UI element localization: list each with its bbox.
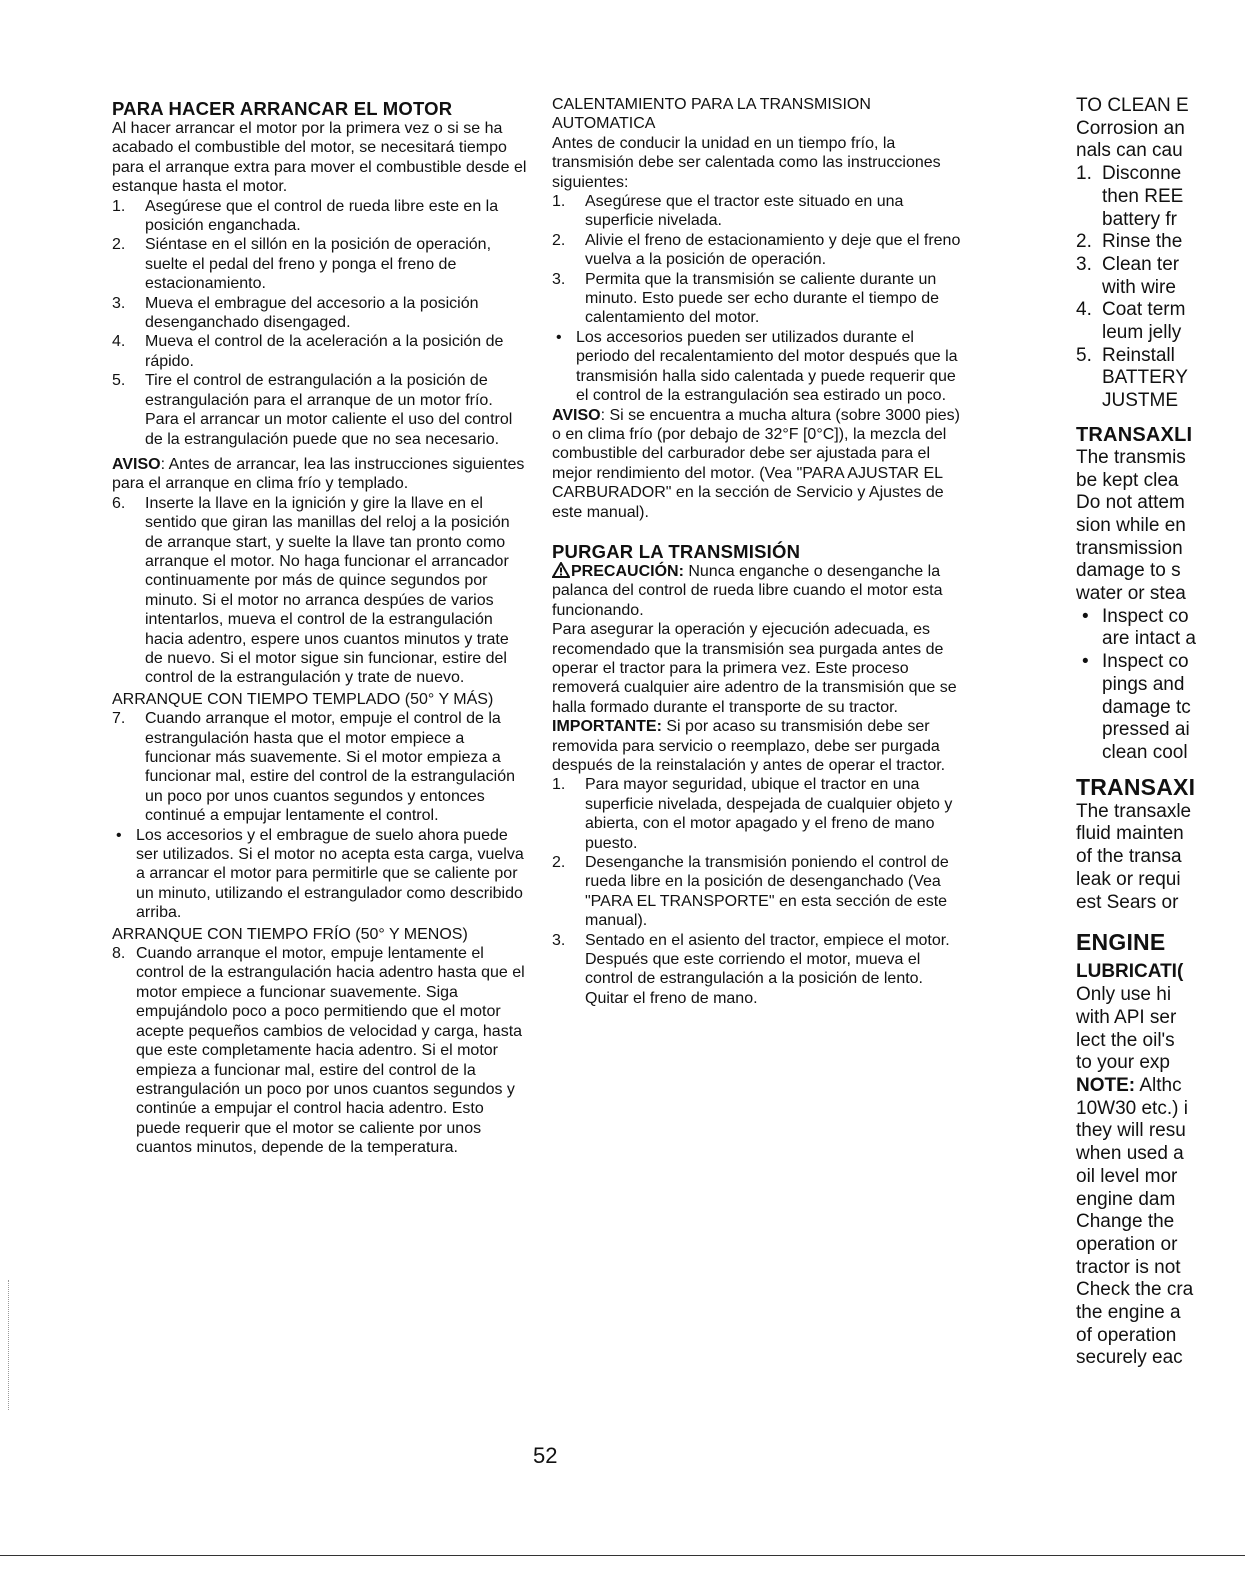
scan-edge-mark <box>8 1280 9 1410</box>
bullet-text: Los accesorios y el embrague de suelo ahora puede ser utilizados. Si el motor no acepta esta carga, vuelva a arrancar el motor para permitirle que se caliente por un minuto, utilizando el estrangulador como describido arriba. <box>136 826 524 922</box>
list-item <box>1076 299 1245 322</box>
text-line: of operation <box>1076 1324 1177 1346</box>
step-text: Mueva el control de la aceleración a la posición de rápido. <box>145 333 504 370</box>
text-line: pressed ai <box>1102 719 1190 741</box>
text-line: tractor is not <box>1076 1256 1181 1278</box>
text-line: the engine a <box>1076 1302 1181 1324</box>
text-line: battery fr <box>1102 208 1177 230</box>
text-line: The transmis <box>1076 446 1186 468</box>
step-number: 1. <box>1076 163 1092 185</box>
step-item <box>112 371 530 449</box>
text-line: 10W30 etc.) i <box>1076 1097 1188 1119</box>
step-item <box>112 709 530 825</box>
bullet-dot-icon: • <box>1082 651 1089 673</box>
step-number: 8. <box>112 945 126 963</box>
text-line: Corrosion an <box>1076 117 1185 139</box>
step-number: 4. <box>112 333 126 351</box>
text-line: operation or <box>1076 1233 1178 1255</box>
aviso-label: AVISO <box>112 455 161 473</box>
step-number: 2. <box>112 236 126 254</box>
text-line: Check the cra <box>1076 1279 1194 1301</box>
aviso-paragraph <box>552 406 970 522</box>
step-text: Mueva el embrague del accesorio a la posición desenganchado disengaged. <box>145 294 479 332</box>
step-text: Cuando arranque el motor, empuje el control de la estrangulación hasta que el motor empiece a funcionar más suavemente. Si el motor empieza a funcionar mal, estire del control de la estrangulación un poco por unos cuantos segundos y entonces continué a empujar lentamente el control. <box>145 710 515 825</box>
bottom-rule <box>0 1555 1245 1556</box>
text-line: they will resu <box>1076 1120 1186 1142</box>
purge-paragraph: Para asegurar la operación y ejecución adecuada, es recomendado que la transmisión sea purgada antes de operar el tractor para la primera vez. Este proceso removerá cualquier aire adentro de la transmisión que se halla formado durante el transporte de su tractor. <box>552 621 957 716</box>
step-item <box>552 775 970 853</box>
step-item <box>552 192 970 231</box>
step-number: 3. <box>112 294 126 312</box>
text-line: clean cool <box>1102 741 1188 763</box>
text-line: with wire <box>1102 276 1176 298</box>
text-line: Reinstall <box>1102 344 1175 366</box>
step-item <box>112 197 530 236</box>
text-line: JUSTME <box>1102 390 1178 412</box>
step-number: 2. <box>552 231 566 249</box>
precaucion-paragraph <box>552 562 970 620</box>
aviso-text: : Si se encuentra a mucha altura (sobre 3000 pies) o en clima frío (por debajo de 32°F [0°C]), la mezcla del combustible del carburador debe ser ajustada para el mejor rendimiento del motor. (Vea "PARA AJUSTAR EL CARBURADOR" en la sección de Servicio y Ajustes de este manual). <box>552 406 960 521</box>
list-item <box>1076 254 1245 277</box>
column-middle <box>552 95 970 1008</box>
precaucion-label: PRECAUCIÓN: <box>571 562 684 580</box>
list-item <box>1076 231 1245 254</box>
importante-paragraph <box>552 717 970 775</box>
step-text: Inserte la llave en la ignición y gire la llave en el sentido que giran las manillas del reloj a la posición de arranque start, y suelte la llave tan pronto como arranque el motor. No haga funcionar el arrancador continuamente por más de quince segundos por minuto. Si el motor no arranca despúes de varios intentarlos, mueva el control de la estrangulación hacia adentro, espere unos cuantos minutos y trate de nuevo. Si el motor sigue sin funcionar, estire del control de la estrangulación y trate de nuevo. <box>145 494 510 687</box>
step-item <box>112 332 530 371</box>
text-line: of the transa <box>1076 846 1182 868</box>
column-right-cropped <box>1076 95 1245 1370</box>
step-item <box>112 235 530 293</box>
step-number: 3. <box>552 931 566 949</box>
bullet-dot-icon: • <box>556 328 562 346</box>
text-line: Change the <box>1076 1211 1175 1233</box>
text-line: damage to s <box>1076 560 1181 582</box>
text-line: Inspect co <box>1102 651 1189 673</box>
section-heading-transaxle: TRANSAXI <box>1076 773 1196 800</box>
warmup-intro: Antes de conducir la unidad en un tiempo frío, la transmisión debe ser calentada como las instrucciones siguientes: <box>552 134 941 191</box>
steps-list <box>112 197 530 449</box>
text-line: when used a <box>1076 1143 1184 1165</box>
cold-heading: ARRANQUE CON TIEMPO FRÍO (50° Y MENOS) <box>112 925 468 943</box>
step-text: Sentado en el asiento del tractor, empiece el motor. Después que este corriendo el motor, mueva el control de estrangulación a la posición de lento. Quitar el freno de mano. <box>585 931 950 1007</box>
text-line: lect the oil's <box>1076 1029 1175 1051</box>
step-number: 2. <box>1076 231 1092 253</box>
section-heading-purgar: PURGAR LA TRANSMISIÓN <box>552 540 801 562</box>
step-item <box>552 853 970 931</box>
text-line: pings and <box>1102 673 1185 695</box>
text-line: Coat term <box>1102 299 1186 321</box>
step-text: Asegúrese que el control de rueda libre este en la posición enganchada. <box>145 197 499 235</box>
bullet-dot-icon: • <box>116 826 122 844</box>
text-line: then REE <box>1102 185 1184 207</box>
text-line: oil level mor <box>1076 1165 1178 1187</box>
step-number: 1. <box>552 776 566 794</box>
bullet-dot-icon: • <box>1082 605 1089 627</box>
step-item <box>112 944 530 1157</box>
step-text: Cuando arranque el motor, empuje lentamente el control de la estrangulación hacia adentro hasta que el motor empiece a funcionar suavemente. Siga empujándolo poco a poco permitiendo que el motor acepte pequeños cambios de velocidad y carga, hasta que este completamente hacia adentro. Si el motor empieza a funcionar mal, estire del control de la estrangulación un poco por unos cuantos segundos y continúe a empujar el control hacia adentro. Esto puede requerir que el motor se caliente por unos cuantos minutos, depende de la temperatura. <box>136 945 525 1157</box>
text-line: est Sears or <box>1076 891 1179 913</box>
warmup-heading-line1: CALENTAMIENTO PARA LA TRANSMISION <box>552 96 871 113</box>
step-number: 3. <box>1076 253 1092 275</box>
column-left <box>112 98 530 1158</box>
step-text: Asegúrese que el tractor este situado en una superficie nivelada. <box>585 193 904 230</box>
text-line: leak or requi <box>1076 868 1181 890</box>
text-line: sion while en <box>1076 514 1186 536</box>
section-heading-engine: ENGINE <box>1076 929 1166 956</box>
text-line: BATTERY <box>1102 367 1188 389</box>
list-item <box>1076 345 1245 368</box>
note-label: NOTE: <box>1076 1075 1136 1097</box>
bullet-item <box>552 328 970 406</box>
text-line: to your exp <box>1076 1052 1170 1074</box>
clean-heading: TO CLEAN E <box>1076 95 1189 116</box>
step-number: 1. <box>112 197 126 215</box>
step-item <box>552 270 970 328</box>
step-number: 5. <box>112 372 126 390</box>
bullet-item <box>1076 606 1245 629</box>
step-number: 4. <box>1076 299 1092 321</box>
intro-paragraph: Al hacer arrancar el motor por la primera vez o si se ha acabado el combustible del motor, se necesitará tiempo para el arranque extra para mover el combustible desde el estanque hasta el motor. <box>112 120 527 196</box>
step-item <box>112 494 530 688</box>
text-line: Inspect co <box>1102 605 1189 627</box>
bullet-text: Los accesorios pueden ser utilizados durante el periodo del recalentamiento del motor después que la transmisión halla sido calentada y puede requerir que el control de la estrangulación sea estirado un poco. <box>576 328 958 405</box>
text-line: The transaxle <box>1076 800 1192 822</box>
aviso-label: AVISO <box>552 406 601 424</box>
note-line <box>1076 1075 1245 1098</box>
step-text: Desenganche la transmisión poniendo el control de rueda libre en la posición de desenganchado (Vea "PARA EL TRANSPORTE" en esta sección de este manual). <box>585 854 949 930</box>
text-line: transmission <box>1076 537 1183 559</box>
text-line: Only use hi <box>1076 984 1172 1006</box>
step-number: 7. <box>112 710 126 728</box>
step-number: 3. <box>552 270 566 288</box>
text-line: be kept clea <box>1076 469 1179 491</box>
subheading-lubrication: LUBRICATI( <box>1076 961 1184 983</box>
page-number: 52 <box>533 1443 558 1468</box>
warning-triangle-icon <box>552 562 570 578</box>
text-line: are intact a <box>1102 628 1196 650</box>
warm-heading: ARRANQUE CON TIEMPO TEMPLADO (50° Y MÁS) <box>112 690 494 708</box>
warmup-heading-line2: AUTOMATICA <box>552 115 656 133</box>
text-line: nals can cau <box>1076 140 1183 162</box>
step-number: 1. <box>552 193 566 211</box>
step-number: 2. <box>552 854 566 872</box>
text-line: damage tc <box>1102 696 1191 718</box>
text-line: engine dam <box>1076 1188 1176 1210</box>
bullet-item <box>112 826 530 923</box>
step-number: 5. <box>1076 344 1092 366</box>
text-line: Rinse the <box>1102 231 1183 253</box>
text-line: Do not attem <box>1076 492 1185 514</box>
text-line: leum jelly <box>1102 322 1182 344</box>
precaucion-text: Nunca enganche o desenganche la palanca del control de rueda libre cuando el motor esta funcionando. <box>552 562 943 619</box>
importante-label: IMPORTANTE: <box>552 718 662 736</box>
importante-text: Si por acaso su transmisión debe ser removida para servicio o reemplazo, debe ser purgada después de la reinstalación y antes de operar el tractor. <box>552 718 946 774</box>
text-line: Clean ter <box>1102 253 1180 275</box>
note-text: Althc <box>1135 1075 1182 1097</box>
step-text: Para mayor seguridad, ubique el tractor en una superficie nivelada, despejada de cualquier objeto y abierta, con el motor apagado y el freno de mano puesto. <box>585 776 953 852</box>
step-text: Siéntase en el sillón en la posición de operación, suelte el pedal del freno y ponga el freno de estacionamiento. <box>145 236 492 293</box>
step-number: 6. <box>112 494 126 512</box>
aviso-text: : Antes de arrancar, lea las instrucciones siguientes para el arranque en clima frío y templado. <box>112 455 525 493</box>
aviso-paragraph <box>112 455 530 494</box>
list-item <box>1076 163 1245 186</box>
bullet-item <box>1076 651 1245 674</box>
step-text: Alivie el freno de estacionamiento y deje que el freno vuelva a la posición de operación. <box>585 231 961 269</box>
text-line: Disconne <box>1102 163 1182 185</box>
step-item <box>112 294 530 333</box>
step-text: Permita que la transmisión se caliente durante un minuto. Esto puede ser echo durante el tiempo de calentamiento del motor. <box>585 270 939 327</box>
text-line: securely eac <box>1076 1347 1183 1369</box>
section-heading-arrancar: PARA HACER ARRANCAR EL MOTOR <box>112 98 453 119</box>
text-line: water or stea <box>1076 583 1186 605</box>
step-item <box>552 931 970 1009</box>
text-line: with API ser <box>1076 1006 1177 1028</box>
step-text: Tire el control de estrangulación a la posición de estrangulación para el arranque de un motor frío. Para el arrancar un motor caliente el uso del control de la estrangulación puede que no sea necesario. <box>145 372 513 448</box>
text-line: fluid mainten <box>1076 823 1184 845</box>
section-heading-transaxle-cooling: TRANSAXLI <box>1076 423 1193 446</box>
step-item <box>552 231 970 270</box>
